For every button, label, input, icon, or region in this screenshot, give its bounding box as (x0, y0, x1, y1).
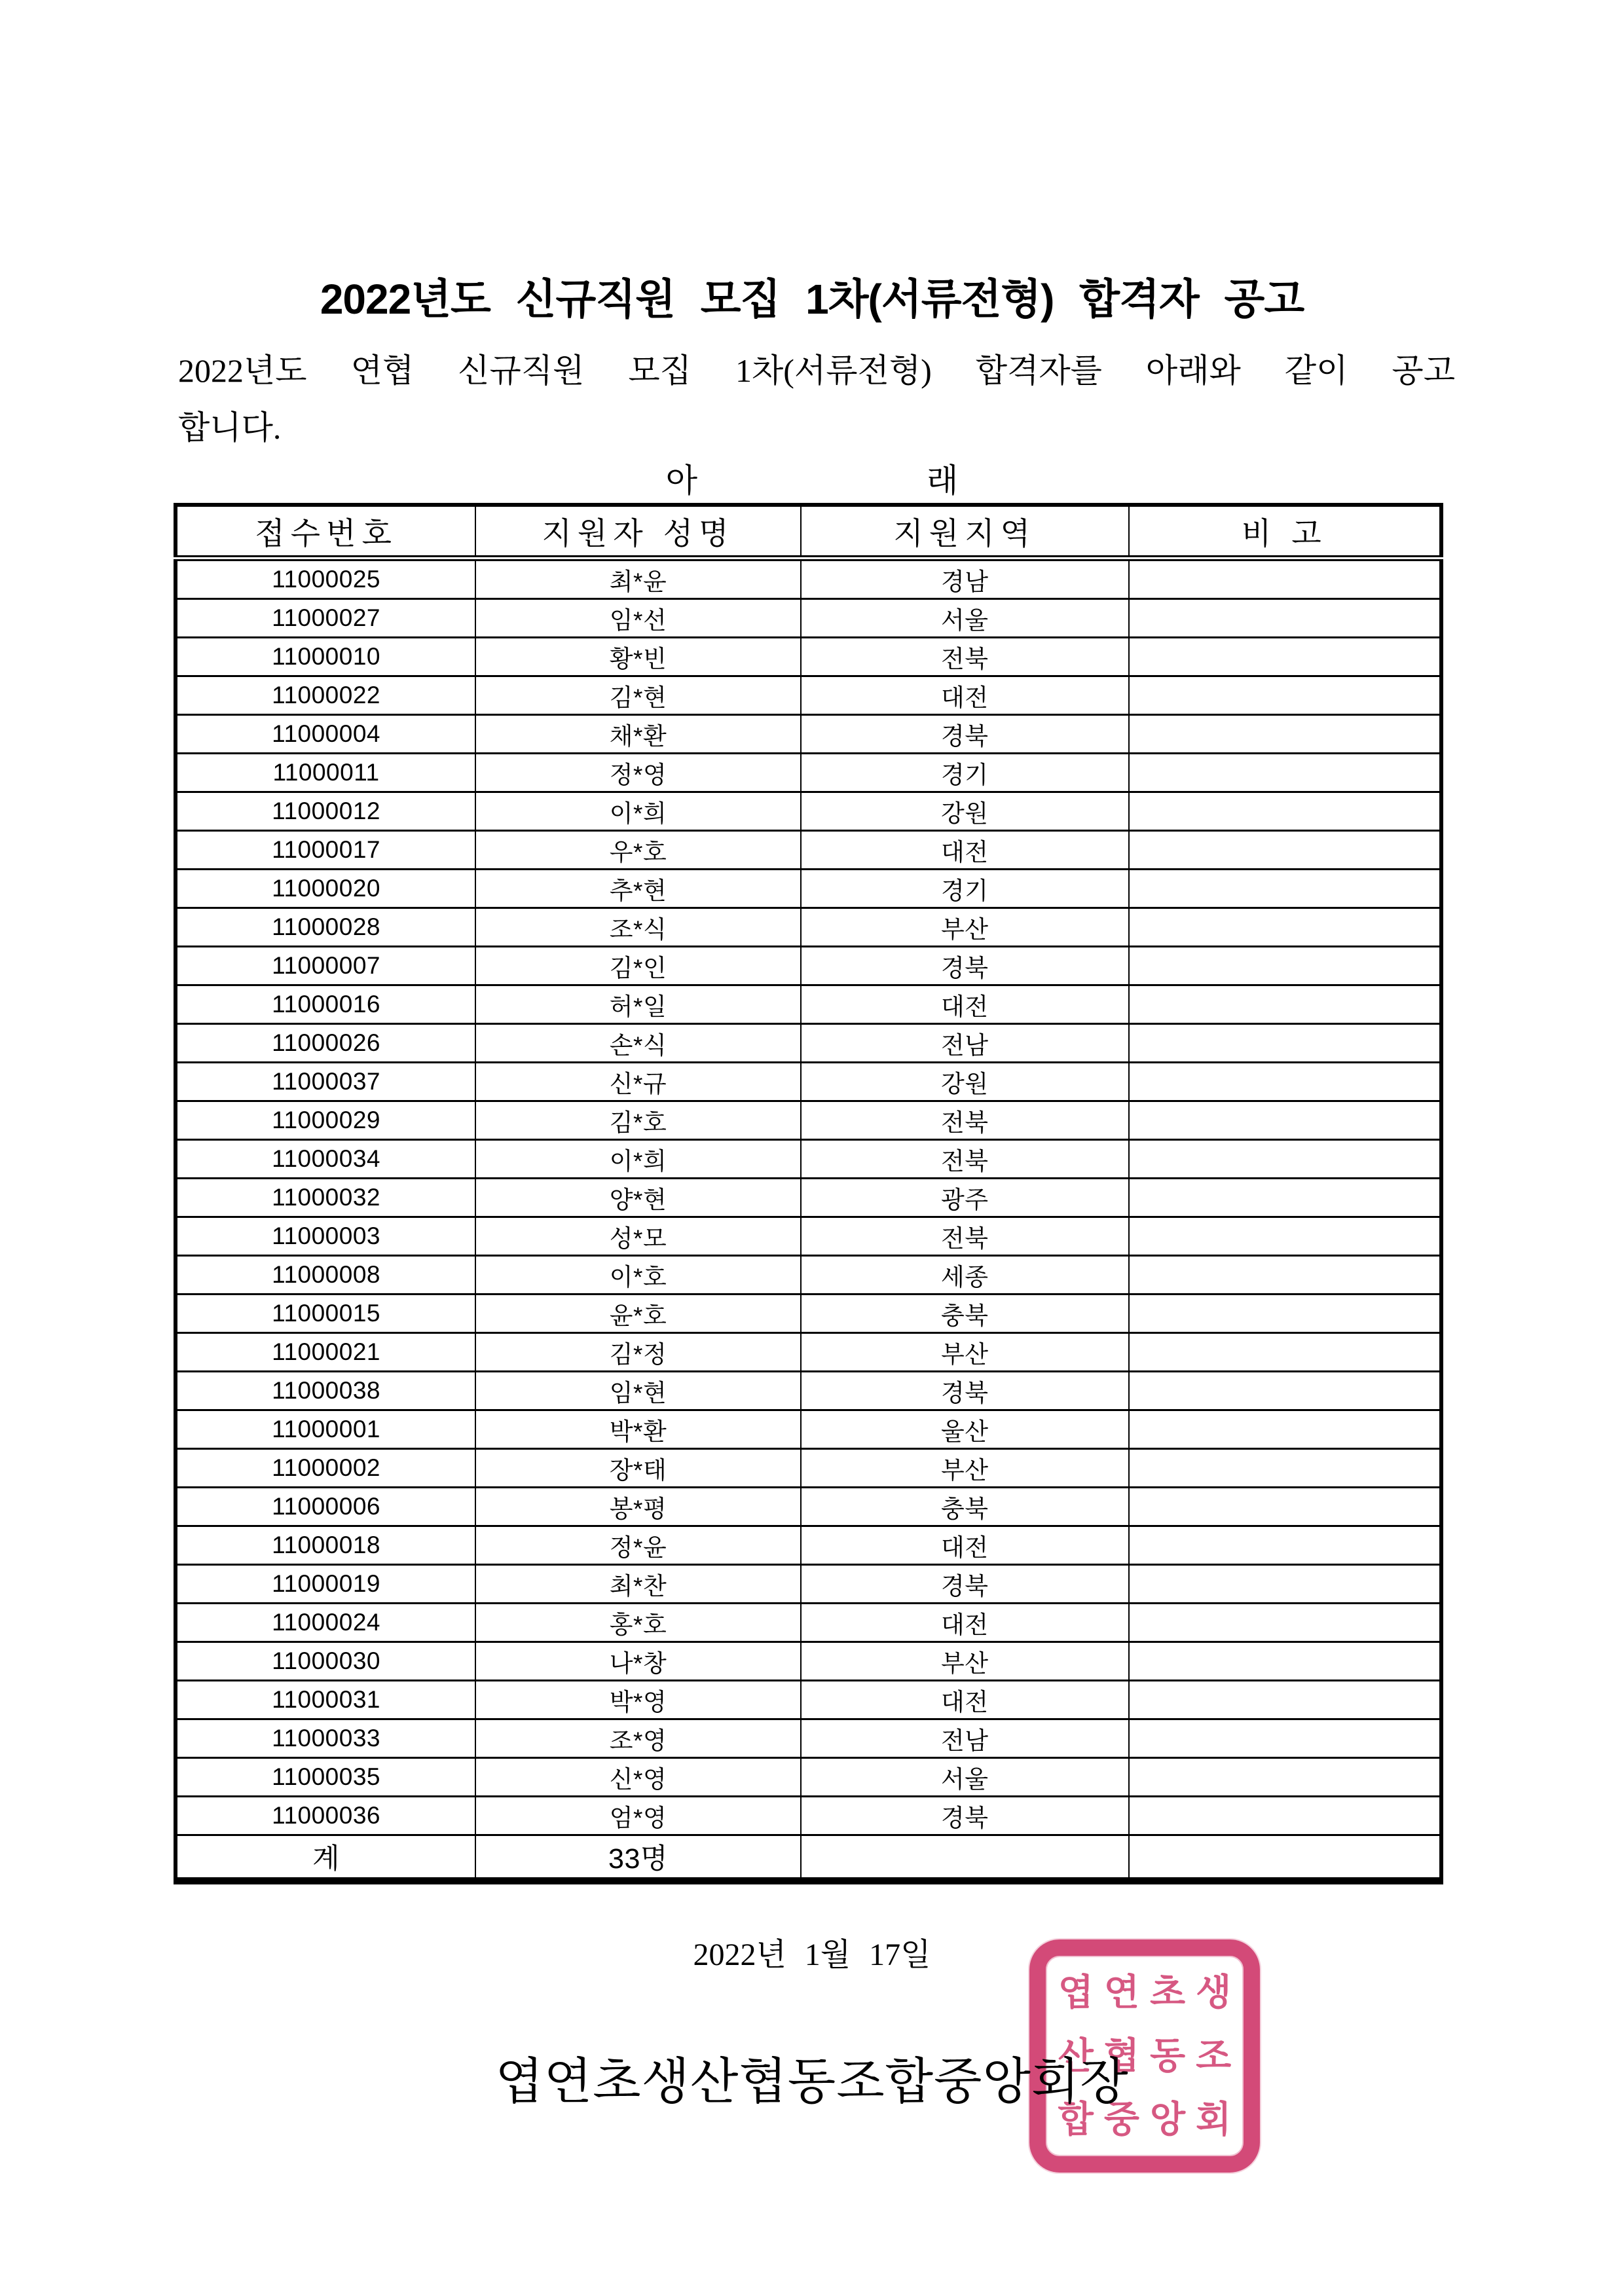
receipt-no-cell: 11000004 (175, 715, 475, 754)
applicant-name-cell: 장*태 (475, 1449, 801, 1488)
region-cell: 부산 (801, 1449, 1129, 1488)
applicant-name-cell: 임*선 (475, 599, 801, 638)
table-row (175, 908, 1441, 947)
table-row (175, 638, 1441, 676)
note-cell (1129, 1333, 1441, 1372)
seal-text-row: 합중앙회 (1058, 2098, 1242, 2140)
col-header-note: 비 고 (1129, 505, 1441, 559)
region-cell: 서울 (801, 599, 1129, 638)
receipt-no-cell: 11000035 (175, 1758, 475, 1797)
table-row (175, 1294, 1441, 1333)
note-cell (1129, 1449, 1441, 1488)
receipt-no-cell: 11000006 (175, 1488, 475, 1526)
region-cell: 대전 (801, 1526, 1129, 1565)
col-header-applicant-name: 지원자 성명 (475, 505, 801, 559)
receipt-no-cell: 11000038 (175, 1372, 475, 1410)
region-cell: 대전 (801, 1681, 1129, 1719)
table-row (175, 1797, 1441, 1835)
table-row (175, 1604, 1441, 1642)
region-cell: 전북 (801, 1217, 1129, 1256)
note-cell (1129, 1372, 1441, 1410)
intro-line-1: 2022년도 연협 신규직원 모집 1차(서류전형) 합격자를 아래와 같이 공고 (178, 352, 1455, 389)
note-cell (1129, 1294, 1441, 1333)
table-row (175, 1719, 1441, 1758)
table-row (175, 1681, 1441, 1719)
receipt-no-cell: 11000021 (175, 1333, 475, 1372)
applicant-name-cell: 양*현 (475, 1179, 801, 1217)
note-cell (1129, 754, 1441, 792)
table-row (175, 1449, 1441, 1488)
below-heading (0, 454, 1624, 502)
table-row (175, 947, 1441, 985)
applicant-name-cell: 조*영 (475, 1719, 801, 1758)
region-cell: 경북 (801, 1372, 1129, 1410)
table-row (175, 831, 1441, 870)
table-row (175, 1372, 1441, 1410)
note-cell (1129, 831, 1441, 870)
note-cell (1129, 1101, 1441, 1140)
note-cell (1129, 1719, 1441, 1758)
receipt-no-cell: 11000033 (175, 1719, 475, 1758)
note-cell (1129, 870, 1441, 908)
region-cell: 전북 (801, 638, 1129, 676)
table-row (175, 1410, 1441, 1449)
applicant-name-cell: 허*일 (475, 985, 801, 1024)
note-cell (1129, 1681, 1441, 1719)
announcement-date: 2022년 1월 17일 (693, 1937, 931, 1972)
table-row (175, 1101, 1441, 1140)
receipt-no-cell: 11000034 (175, 1140, 475, 1179)
note-cell (1129, 1140, 1441, 1179)
applicant-name-cell: 성*모 (475, 1217, 801, 1256)
col-header-region: 지원지역 (801, 505, 1129, 559)
table-body (175, 559, 1441, 1835)
region-cell: 경북 (801, 1797, 1129, 1835)
receipt-no-cell: 11000019 (175, 1565, 475, 1604)
note-cell (1129, 676, 1441, 715)
table-row (175, 715, 1441, 754)
signer-title: 엽연초생산협동조합중앙회장 (495, 2055, 1129, 2110)
applicant-name-cell: 이*희 (475, 792, 801, 831)
region-cell: 경기 (801, 870, 1129, 908)
note-cell (1129, 1217, 1441, 1256)
applicant-name-cell: 박*환 (475, 1410, 801, 1449)
region-cell: 광주 (801, 1179, 1129, 1217)
note-cell (1129, 1024, 1441, 1063)
receipt-no-cell: 11000001 (175, 1410, 475, 1449)
table-row (175, 1140, 1441, 1179)
note-cell (1129, 947, 1441, 985)
below-heading-right-char: 래 (927, 462, 959, 499)
table-row (175, 870, 1441, 908)
note-cell (1129, 638, 1441, 676)
note-cell (1129, 792, 1441, 831)
receipt-no-cell: 11000017 (175, 831, 475, 870)
receipt-no-cell: 11000010 (175, 638, 475, 676)
receipt-no-cell: 11000026 (175, 1024, 475, 1063)
region-cell: 부산 (801, 908, 1129, 947)
table-row (175, 1642, 1441, 1681)
region-cell: 강원 (801, 1063, 1129, 1101)
table-row (175, 1526, 1441, 1565)
table-row (175, 599, 1441, 638)
receipt-no-cell: 11000028 (175, 908, 475, 947)
note-cell (1129, 1758, 1441, 1797)
region-cell: 세종 (801, 1256, 1129, 1294)
note-cell (1129, 1063, 1441, 1101)
applicant-name-cell: 김*현 (475, 676, 801, 715)
receipt-no-cell: 11000031 (175, 1681, 475, 1719)
region-cell: 대전 (801, 1604, 1129, 1642)
applicant-name-cell: 손*식 (475, 1024, 801, 1063)
table-row (175, 1217, 1441, 1256)
table-total-row (175, 1835, 1441, 1881)
receipt-no-cell: 11000016 (175, 985, 475, 1024)
table-row (175, 985, 1441, 1024)
receipt-no-cell: 11000012 (175, 792, 475, 831)
region-cell: 경북 (801, 715, 1129, 754)
applicant-name-cell: 신*영 (475, 1758, 801, 1797)
receipt-no-cell: 11000025 (175, 559, 475, 599)
total-region-empty-cell (801, 1835, 1129, 1881)
region-cell: 대전 (801, 831, 1129, 870)
region-cell: 전남 (801, 1024, 1129, 1063)
receipt-no-cell: 11000015 (175, 1294, 475, 1333)
applicant-name-cell: 정*윤 (475, 1526, 801, 1565)
note-cell (1129, 1604, 1441, 1642)
table-row (175, 1179, 1441, 1217)
total-note-empty-cell (1129, 1835, 1441, 1881)
applicant-name-cell: 홍*호 (475, 1604, 801, 1642)
region-cell: 전북 (801, 1101, 1129, 1140)
note-cell (1129, 1797, 1441, 1835)
applicant-name-cell: 조*식 (475, 908, 801, 947)
region-cell: 대전 (801, 985, 1129, 1024)
receipt-no-cell: 11000032 (175, 1179, 475, 1217)
receipt-no-cell: 11000008 (175, 1256, 475, 1294)
intro-line-2: 합니다. (178, 409, 282, 446)
applicant-name-cell: 김*정 (475, 1333, 801, 1372)
col-header-receipt-no: 접수번호 (175, 505, 475, 559)
applicant-name-cell: 채*환 (475, 715, 801, 754)
region-cell: 전북 (801, 1140, 1129, 1179)
receipt-no-cell: 11000007 (175, 947, 475, 985)
table-row (175, 792, 1441, 831)
table-row (175, 1333, 1441, 1372)
receipt-no-cell: 11000037 (175, 1063, 475, 1101)
note-cell (1129, 985, 1441, 1024)
receipt-no-cell: 11000018 (175, 1526, 475, 1565)
table-header-row (175, 505, 1441, 559)
applicant-name-cell: 신*규 (475, 1063, 801, 1101)
applicant-name-cell: 나*창 (475, 1642, 801, 1681)
total-value-cell: 33명 (475, 1835, 801, 1881)
seal-text-row: 엽연초생 (1058, 1972, 1242, 2013)
receipt-no-cell: 11000003 (175, 1217, 475, 1256)
table-row (175, 754, 1441, 792)
note-cell (1129, 908, 1441, 947)
region-cell: 울산 (801, 1410, 1129, 1449)
receipt-no-cell: 11000024 (175, 1604, 475, 1642)
note-cell (1129, 1410, 1441, 1449)
applicants-table (174, 503, 1443, 1884)
applicant-name-cell: 엄*영 (475, 1797, 801, 1835)
table-row (175, 1063, 1441, 1101)
region-cell: 부산 (801, 1642, 1129, 1681)
receipt-no-cell: 11000030 (175, 1642, 475, 1681)
applicant-name-cell: 최*윤 (475, 559, 801, 599)
note-cell (1129, 1179, 1441, 1217)
table-row (175, 1488, 1441, 1526)
note-cell (1129, 1642, 1441, 1681)
applicant-name-cell: 추*현 (475, 870, 801, 908)
table-row (175, 559, 1441, 599)
applicant-name-cell: 최*찬 (475, 1565, 801, 1604)
applicant-name-cell: 김*호 (475, 1101, 801, 1140)
note-cell (1129, 559, 1441, 599)
table-row (175, 1024, 1441, 1063)
receipt-no-cell: 11000020 (175, 870, 475, 908)
applicant-name-cell: 이*호 (475, 1256, 801, 1294)
region-cell: 전남 (801, 1719, 1129, 1758)
applicant-name-cell: 봉*평 (475, 1488, 801, 1526)
region-cell: 강원 (801, 792, 1129, 831)
region-cell: 경남 (801, 559, 1129, 599)
note-cell (1129, 1256, 1441, 1294)
region-cell: 경기 (801, 754, 1129, 792)
seal-text-row: 산협동조 (1058, 2034, 1242, 2076)
note-cell (1129, 1526, 1441, 1565)
applicant-name-cell: 임*현 (475, 1372, 801, 1410)
applicant-name-cell: 이*희 (475, 1140, 801, 1179)
region-cell: 부산 (801, 1333, 1129, 1372)
table-row (175, 1256, 1441, 1294)
total-label-cell: 계 (175, 1835, 475, 1881)
receipt-no-cell: 11000002 (175, 1449, 475, 1488)
below-heading-left-char: 아 (665, 462, 697, 499)
applicant-name-cell: 윤*호 (475, 1294, 801, 1333)
note-cell (1129, 1488, 1441, 1526)
receipt-no-cell: 11000029 (175, 1101, 475, 1140)
page-title: 2022년도 신규직원 모집 1차(서류전형) 합격자 공고 (320, 276, 1304, 323)
region-cell: 경북 (801, 947, 1129, 985)
applicant-name-cell: 박*영 (475, 1681, 801, 1719)
region-cell: 서울 (801, 1758, 1129, 1797)
note-cell (1129, 1565, 1441, 1604)
region-cell: 충북 (801, 1294, 1129, 1333)
applicant-name-cell: 황*빈 (475, 638, 801, 676)
receipt-no-cell: 11000036 (175, 1797, 475, 1835)
region-cell: 충북 (801, 1488, 1129, 1526)
receipt-no-cell: 11000011 (175, 754, 475, 792)
table-row (175, 1565, 1441, 1604)
table-row (175, 676, 1441, 715)
note-cell (1129, 599, 1441, 638)
receipt-no-cell: 11000027 (175, 599, 475, 638)
region-cell: 경북 (801, 1565, 1129, 1604)
applicant-name-cell: 우*호 (475, 831, 801, 870)
applicant-name-cell: 정*영 (475, 754, 801, 792)
applicant-name-cell: 김*인 (475, 947, 801, 985)
region-cell: 대전 (801, 676, 1129, 715)
note-cell (1129, 715, 1441, 754)
table-row (175, 1758, 1441, 1797)
receipt-no-cell: 11000022 (175, 676, 475, 715)
